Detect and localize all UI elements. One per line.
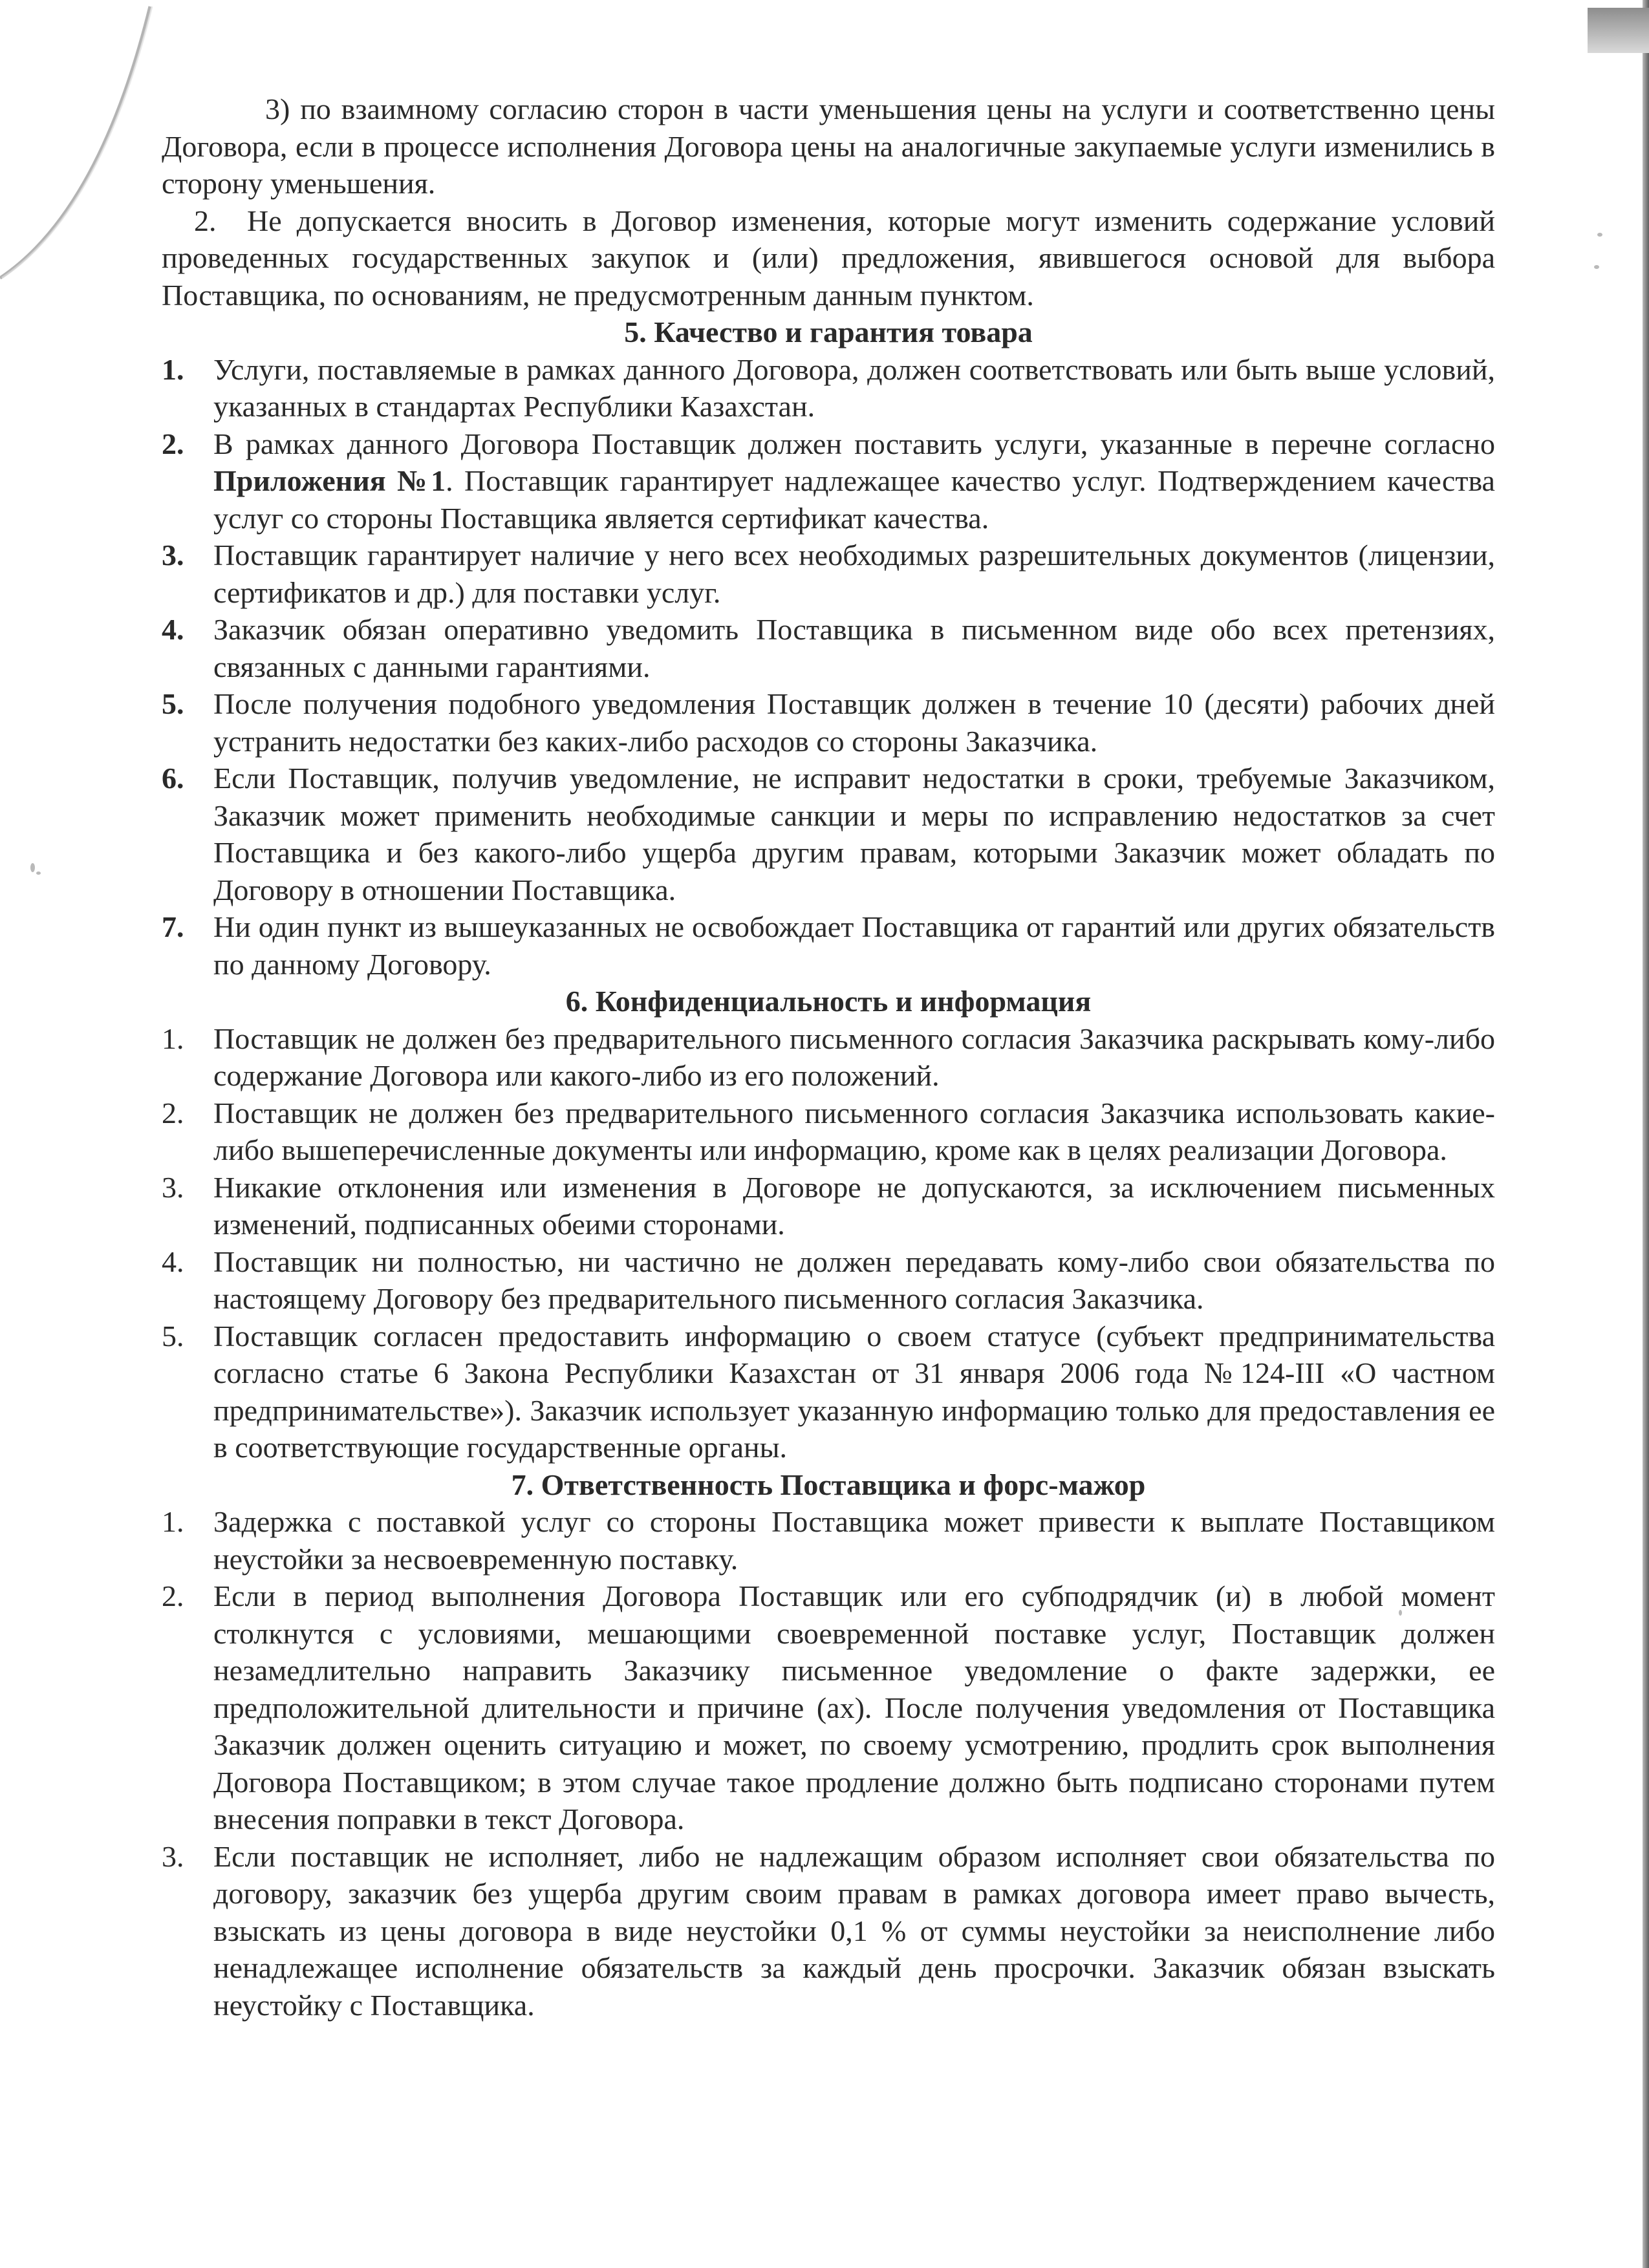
list-item [162, 611, 1495, 685]
item-number: 2. [162, 427, 184, 460]
list-item [162, 537, 1495, 611]
list-item [162, 1169, 1495, 1243]
list-item [162, 1020, 1495, 1095]
list-item [162, 1095, 1495, 1169]
item-text [213, 425, 1495, 537]
item-number: 3. [162, 539, 184, 572]
section-5-list [162, 351, 1495, 983]
scan-edge-right [1643, 0, 1649, 2268]
scan-speck [1597, 233, 1602, 237]
item-text: Никакие отклонения или изменения в Договоре не допускаются, за исключением письменных изменений, подписанных обеими сторонами. [213, 1170, 1495, 1241]
list-item [162, 685, 1495, 760]
scan-edge-top-corner [1588, 8, 1649, 53]
item-number: 7. [162, 910, 184, 943]
item-text: Поставщик гарантирует наличие у него всех необходимых разрешительных документов (лицензии, сертификатов и др.) для поставки услуг. [213, 539, 1495, 609]
item-text: Поставщик ни полностью, ни частично не должен передавать кому-либо свои обязательства по настоящему Договору без предварительного письменного согласия Заказчика. [213, 1245, 1495, 1315]
scan-speck [30, 863, 35, 872]
item-text: Ни один пункт из вышеуказанных не освобождает Поставщика от гарантий или других обязательств по данному Договору. [213, 910, 1495, 981]
appendix-reference: Приложения №1 [213, 464, 446, 497]
clause-2-paragraph [162, 202, 1495, 314]
list-item [162, 1838, 1495, 2024]
item-number: 2. [162, 1096, 184, 1129]
item-text: Если в период выполнения Договора Поставщик или его субподрядчик (и) в любой момент столкнутся с условиями, мешающими своевременной поставке услуг, Поставщик должен незамедлительно направить Заказчику письменное уведомление о факте задержки, ее предположительной длительности и причине (ах). После получения уведомления от Поставщика Заказчик должен оценить ситуацию и может, по своему усмотрению, продлить срок выполнения Договора Поставщиком; в этом случае такое продление должно быть подписано сторонами путем внесения поправки в текст Договора. [213, 1579, 1495, 1835]
scan-speck [1594, 265, 1599, 269]
scan-fold-line [0, 0, 155, 465]
item-text: Задержка с поставкой услуг со стороны Поставщика может привести к выплате Поставщиком неустойки за несвоевременную поставку. [213, 1505, 1495, 1576]
item-text: Поставщик согласен предоставить информацию о своем статусе (субъект предпринимательства согласно статье 6 Закона Республики Казахстан от 31 января 2006 года №124-III «О частном предпринимательстве»). Заказчик использует указанную информацию только для предоставления ее в соответствующие государственные органы. [213, 1319, 1495, 1464]
item-number: 5. [162, 1319, 184, 1353]
item-number: 3. [162, 1170, 184, 1204]
scan-speck [36, 872, 41, 875]
item-text: Заказчик обязан оперативно уведомить Поставщика в письменном виде обо всех претензиях, связанных с данными гарантиями. [213, 613, 1495, 683]
document-page [162, 91, 1495, 2024]
item-number: 6. [162, 762, 184, 795]
item-text: После получения подобного уведомления Поставщик должен в течение 10 (десяти) рабочих дней устранить недостатки без каких-либо расходов со стороны Заказчика. [213, 687, 1495, 758]
clause-text: по взаимному согласию сторон в части уменьшения цены на услуги и соответственно цены Договора, если в процессе исполнения Договора цены на аналогичные закупаемые услуги изменились в сторону уменьшения. [162, 92, 1495, 200]
list-item [162, 760, 1495, 908]
item-text: Если Поставщик, получив уведомление, не исправит недостатки в сроки, требуемые Заказчиком, Заказчик может применить необходимые санкции и меры по исправлению недостатков за счет Поставщика и без какого-либо ущерба другим правам, которыми Заказчик может обладать по Договору в отношении Поставщика. [213, 762, 1495, 906]
clause-label: 3) [265, 92, 290, 125]
item-number: 1. [162, 1022, 184, 1055]
list-item [162, 1318, 1495, 1466]
list-item [162, 1503, 1495, 1578]
section-6-list [162, 1020, 1495, 1466]
list-item [162, 351, 1495, 425]
item-number: 1. [162, 352, 184, 386]
section-5-title: 5. Качество и гарантия товара [624, 316, 1033, 348]
list-item [162, 1578, 1495, 1838]
clause-number: 2. [194, 204, 217, 237]
item-number: 3. [162, 1839, 184, 1873]
clause-text: Не допускается вносить в Договор изменения, которые могут изменить содержание условий проведенных государственных закупок и (или) предложения, явившегося основой для выбора Поставщика, по основаниям, не предусмотренным данным пунктом. [162, 204, 1495, 312]
list-item [162, 1243, 1495, 1318]
section-7-list [162, 1503, 1495, 2024]
item-text: Поставщик не должен без предварительного письменного согласия Заказчика использовать какие-либо вышеперечисленные документы или информацию, кроме как в целях реализации Договора. [213, 1096, 1495, 1166]
item-number: 4. [162, 613, 184, 646]
item-number: 1. [162, 1505, 184, 1538]
item-text: Если поставщик не исполняет, либо не надлежащим образом исполняет свои обязательства по договору, заказчик без ущерба другим своим правам в рамках договора имеет право вычесть, взыскать из цены договора в виде неустойки 0,1 % от суммы неустойки за неисполнение либо ненадлежащее исполнение обязательств за каждый день просрочки. Заказчик обязан взыскать неустойку с Поставщика. [213, 1839, 1495, 2022]
item-text-part: . Поставщик гарантирует надлежащее качество услуг. Подтверждением качества услуг со стороны Поставщика является сертификат качества. [213, 464, 1495, 535]
list-item [162, 425, 1495, 537]
item-text-part: В рамках данного Договора Поставщик должен поставить услуги, указанные в перечне согласно [213, 427, 1495, 460]
item-number: 5. [162, 687, 184, 720]
section-6-title: 6. Конфиденциальность и информация [565, 985, 1092, 1018]
list-item [162, 908, 1495, 983]
item-text: Поставщик не должен без предварительного письменного согласия Заказчика раскрывать кому-либо содержание Договора или какого-либо из его положений. [213, 1022, 1495, 1092]
section-7-title: 7. Ответственность Поставщика и форс-мажор [511, 1468, 1146, 1501]
item-number: 2. [162, 1579, 184, 1612]
clause-3-paragraph [162, 91, 1495, 202]
item-text: Услуги, поставляемые в рамках данного Договора, должен соответствовать или быть выше условий, указанных в стандартах Республики Казахстан. [213, 352, 1495, 423]
item-number: 4. [162, 1245, 184, 1278]
